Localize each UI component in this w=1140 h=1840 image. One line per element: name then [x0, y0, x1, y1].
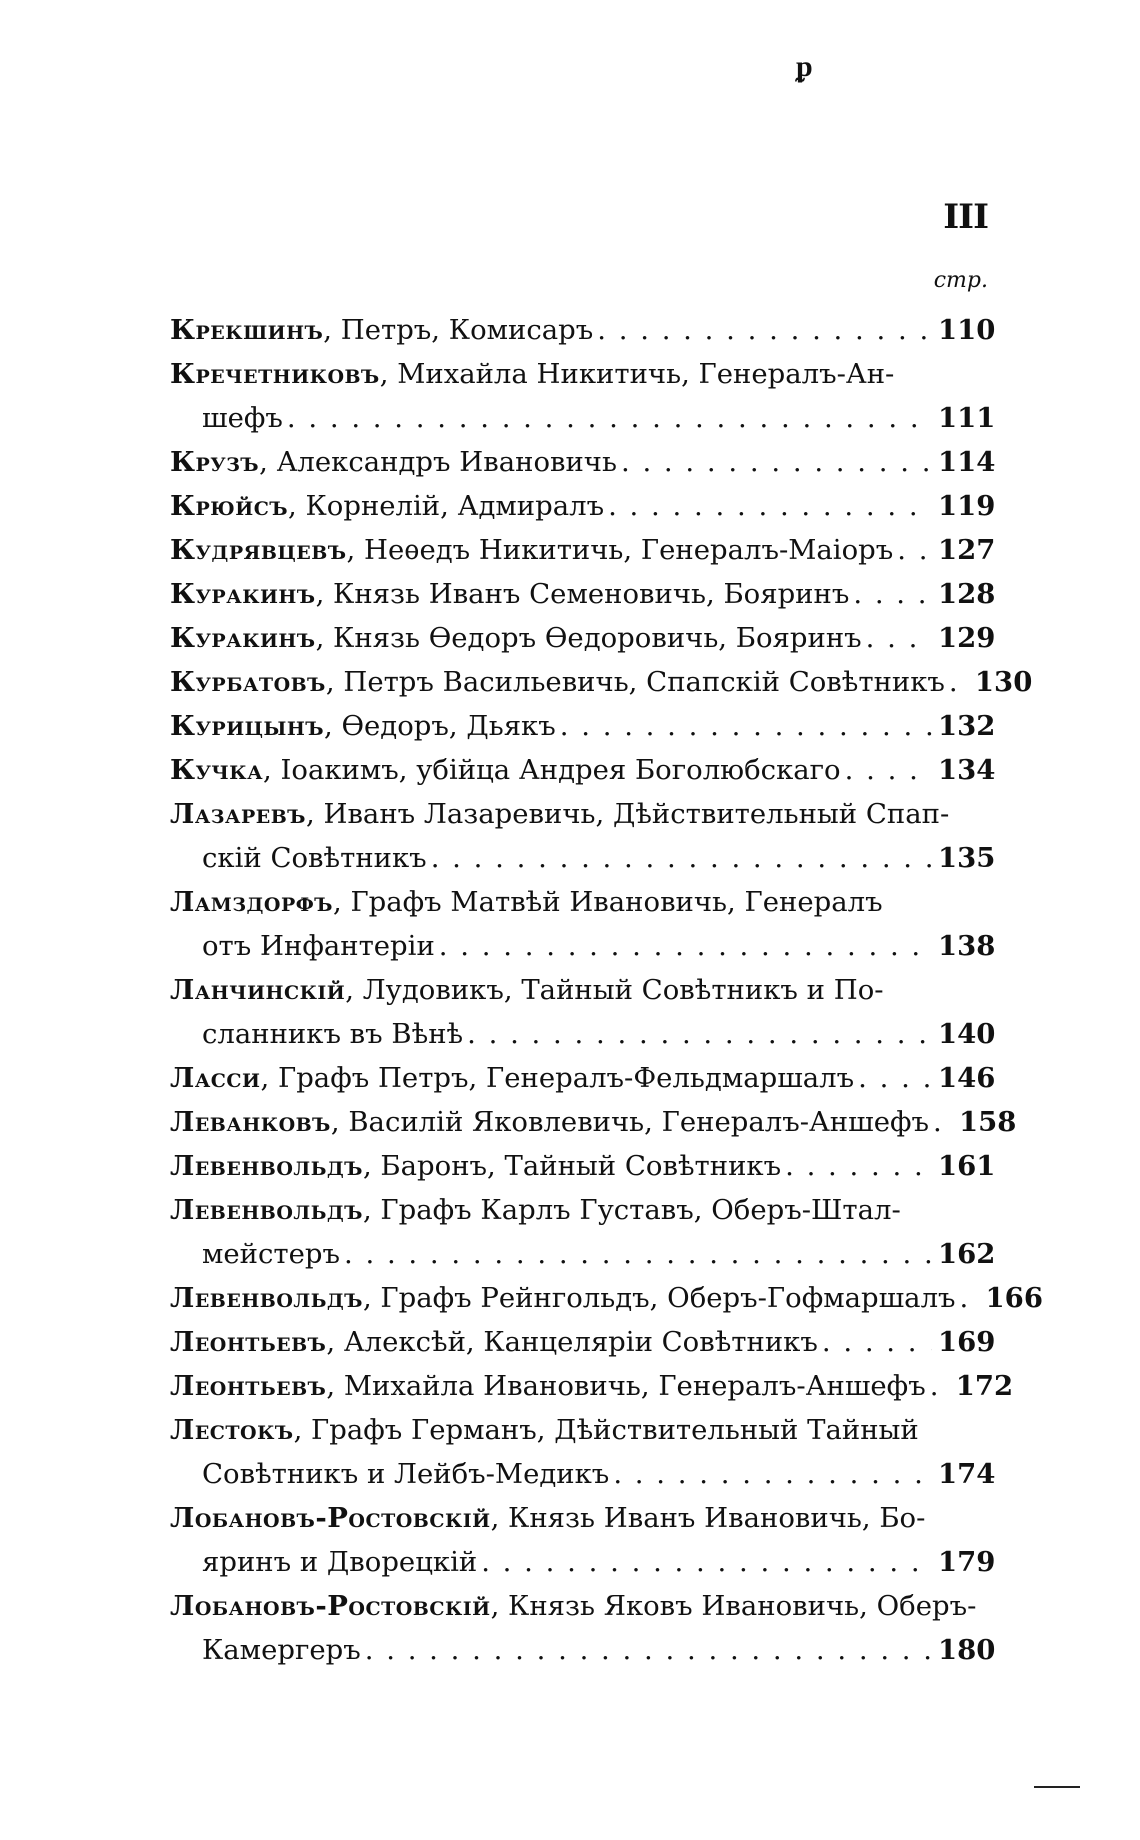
toc-entry-continuation [170, 1628, 996, 1672]
entry-description: , Іоакимъ, убійца Андрея Боголюбскаго [263, 754, 841, 786]
toc-entry [170, 1320, 996, 1364]
entry-continuation-text: Камергеръ [202, 1634, 361, 1666]
dot-leader [608, 484, 932, 528]
dot-leader [467, 1012, 932, 1056]
entry-surname: Крюйсъ [170, 490, 289, 522]
entry-description: , Алексѣй, Канцеляріи Совѣтникъ [326, 1326, 818, 1358]
entry-page-number: 162 [938, 1238, 996, 1270]
entry-surname: Леванковъ [170, 1106, 331, 1138]
entry-description: , Князь Яковъ Ивановичь, Оберъ- [490, 1590, 977, 1622]
toc-entry-line [170, 1276, 1043, 1320]
entry-continuation-text: отъ Инфантеріи [202, 930, 435, 962]
entry-surname: Лестокъ [170, 1414, 294, 1446]
entry-page-number: 110 [938, 314, 996, 346]
toc-entry-line [170, 440, 996, 484]
toc-entry-line [170, 1320, 996, 1364]
toc-entry [170, 792, 996, 880]
toc-entry [170, 704, 996, 748]
toc-entry-line [170, 352, 988, 396]
entry-description: , Графъ Петръ, Генералъ-Фельдмаршалъ [260, 1062, 855, 1094]
entry-page-number: 174 [938, 1458, 996, 1490]
dot-leader [560, 704, 932, 748]
entry-surname: Леонтьевъ [170, 1370, 327, 1402]
entry-surname: Левенвольдъ [170, 1282, 363, 1314]
toc-entry-line [170, 1584, 988, 1628]
entry-surname: Курицынъ [170, 710, 324, 742]
dot-leader [845, 748, 932, 792]
entry-description: , Графъ Карлъ Густавъ, Оберъ-Штал- [362, 1194, 901, 1226]
toc-entry-continuation [170, 924, 996, 968]
toc-entry-line [170, 572, 996, 616]
toc-entry-line [170, 308, 996, 352]
dot-leader [597, 308, 932, 352]
entry-page-number: 138 [938, 930, 996, 962]
toc-entry-line [170, 704, 996, 748]
entry-surname: Крузъ [170, 446, 260, 478]
dot-leader [439, 924, 932, 968]
toc-entry-continuation [170, 1012, 996, 1056]
entry-continuation-text: шефъ [202, 402, 283, 434]
toc-entry [170, 484, 996, 528]
entry-page-number: 180 [938, 1634, 996, 1666]
entry-description: , Иванъ Лазаревичь, Дѣйствительный Спап- [305, 798, 950, 830]
toc-entry-line [170, 880, 988, 924]
entry-description: , Графъ Рейнгольдъ, Оберъ-Гофмаршалъ [362, 1282, 956, 1314]
entry-surname: Кудрявцевъ [170, 534, 347, 566]
page-number: III [943, 197, 988, 237]
dot-leader [853, 572, 932, 616]
entry-description: , Ѳедоръ, Дьякъ [324, 710, 556, 742]
toc-entry [170, 1276, 1043, 1320]
toc-entry [170, 616, 996, 660]
toc-entry [170, 1056, 996, 1100]
entry-description: , Лудовикъ, Тайный Совѣтникъ и По- [345, 974, 884, 1006]
toc-entry-line [170, 968, 988, 1012]
entry-surname: Левенвольдъ [170, 1194, 363, 1226]
toc-entry [170, 528, 996, 572]
entry-description: , Петръ Васильевичь, Спапскій Совѣтникъ [325, 666, 945, 698]
entry-surname: Куракинъ [170, 622, 316, 654]
entry-surname: Леонтьевъ [170, 1326, 327, 1358]
dot-leader [621, 440, 932, 484]
entry-surname: Кречетниковъ [170, 358, 380, 390]
entry-page-number: 161 [938, 1150, 996, 1182]
toc-entry [170, 968, 996, 1056]
toc-entry [170, 1188, 996, 1276]
dot-leader [866, 616, 932, 660]
toc-entry-line [170, 1144, 996, 1188]
entry-page-number: 130 [974, 666, 1033, 698]
entry-page-number: 129 [938, 622, 996, 654]
entry-continuation-text: Совѣтникъ и Лейбъ-Медикъ [202, 1458, 610, 1490]
entry-page-number: 169 [938, 1326, 996, 1358]
dot-leader [930, 1364, 950, 1408]
signature-mark: ᵱ [796, 49, 813, 84]
dot-leader [785, 1144, 932, 1188]
entry-description: , Неѳедъ Никитичь, Генералъ-Маіоръ [346, 534, 894, 566]
entry-page-number: 172 [955, 1370, 1014, 1402]
toc-entry [170, 1496, 996, 1584]
dot-leader [613, 1452, 932, 1496]
dot-leader [431, 836, 932, 880]
entry-surname: Левенвольдъ [170, 1150, 363, 1182]
entry-surname: Ланчинскій [170, 974, 346, 1006]
entry-surname: Лазаревъ [170, 798, 306, 830]
entry-page-number: 166 [985, 1282, 1043, 1314]
toc-entry [170, 748, 996, 792]
toc-entry [170, 660, 1033, 704]
entry-surname: Крекшинъ [170, 314, 324, 346]
dot-leader [822, 1320, 932, 1364]
entry-page-number: 134 [938, 754, 996, 786]
toc-entry-line [170, 484, 996, 528]
toc-entry [170, 1100, 1017, 1144]
entry-description: , Князь Ѳедоръ Ѳедоровичь, Бояринъ [315, 622, 862, 654]
dot-leader [344, 1232, 932, 1276]
toc-entry [170, 1584, 996, 1672]
entry-page-number: 179 [938, 1546, 996, 1578]
toc-entry-line [170, 1364, 1014, 1408]
dot-leader [287, 396, 932, 440]
toc-entry-line [170, 616, 996, 660]
entry-surname: Ласси [170, 1062, 261, 1094]
toc-entry-line [170, 660, 1033, 704]
dot-leader [960, 1276, 980, 1320]
entry-description: , Петръ, Комисаръ [323, 314, 594, 346]
entry-surname: Ламздорфъ [170, 886, 333, 918]
dot-leader [858, 1056, 932, 1100]
toc-entry-continuation [170, 396, 996, 440]
toc-entry [170, 572, 996, 616]
entry-surname: Куракинъ [170, 578, 316, 610]
column-label: стр. [933, 268, 988, 293]
entry-page-number: 128 [938, 578, 996, 610]
entry-page-number: 114 [938, 446, 996, 478]
entry-description: , Графъ Германъ, Дѣйствительный Тайный [293, 1414, 919, 1446]
entry-page-number: 111 [938, 402, 996, 434]
dot-leader [365, 1628, 932, 1672]
entry-page-number: 135 [938, 842, 996, 874]
entry-page-number: 119 [938, 490, 996, 522]
entry-continuation-text: яринъ и Дворецкій [202, 1546, 478, 1578]
toc-entry [170, 440, 996, 484]
entry-page-number: 146 [938, 1062, 996, 1094]
entry-continuation-text: мейстеръ [202, 1238, 340, 1270]
entry-surname: Кучка [170, 754, 264, 786]
entry-description: , Василій Яковлевичь, Генералъ-Аншефъ [330, 1106, 929, 1138]
table-of-contents [170, 308, 1043, 1672]
dot-leader [897, 528, 932, 572]
entry-surname: Лобановъ-Ростовскій [170, 1590, 491, 1622]
toc-entry [170, 352, 996, 440]
toc-entry-continuation [170, 836, 996, 880]
toc-entry-line [170, 528, 996, 572]
entry-surname: Лобановъ-Ростовскій [170, 1502, 491, 1534]
entry-description: , Михайла Ивановичь, Генералъ-Аншефъ [326, 1370, 926, 1402]
toc-entry-line [170, 748, 996, 792]
entry-surname: Курбатовъ [170, 666, 326, 698]
toc-entry-line [170, 1496, 988, 1540]
entry-continuation-text: сланникъ въ Вѣнѣ [202, 1018, 464, 1050]
entry-description: , Александръ Ивановичь [259, 446, 617, 478]
toc-entry [170, 880, 996, 968]
toc-entry [170, 1364, 1014, 1408]
entry-description: , Баронъ, Тайный Совѣтникъ [362, 1150, 782, 1182]
entry-page-number: 158 [959, 1106, 1017, 1138]
toc-entry-line [170, 792, 988, 836]
entry-page-number: 127 [938, 534, 996, 566]
toc-entry-continuation [170, 1540, 996, 1584]
toc-entry-line [170, 1056, 996, 1100]
dot-leader [481, 1540, 932, 1584]
entry-continuation-text: скій Совѣтникъ [202, 842, 427, 874]
entry-description: , Михайла Никитичь, Генералъ-Ан- [379, 358, 895, 390]
toc-entry [170, 308, 996, 352]
entry-description: , Князь Иванъ Ивановичь, Бо- [490, 1502, 926, 1534]
toc-entry-line [170, 1188, 988, 1232]
bottom-rule [1034, 1786, 1080, 1788]
dot-leader [949, 660, 969, 704]
toc-entry-continuation [170, 1232, 996, 1276]
dot-leader [933, 1100, 953, 1144]
entry-page-number: 132 [938, 710, 996, 742]
entry-description: , Князь Иванъ Семеновичь, Бояринъ [315, 578, 850, 610]
toc-entry-line [170, 1408, 988, 1452]
toc-entry [170, 1408, 996, 1496]
toc-entry-continuation [170, 1452, 996, 1496]
toc-entry-line [170, 1100, 1017, 1144]
entry-description: , Корнелій, Адмиралъ [288, 490, 605, 522]
entry-page-number: 140 [938, 1018, 996, 1050]
entry-description: , Графъ Матвѣй Ивановичь, Генералъ [332, 886, 883, 918]
toc-entry [170, 1144, 996, 1188]
